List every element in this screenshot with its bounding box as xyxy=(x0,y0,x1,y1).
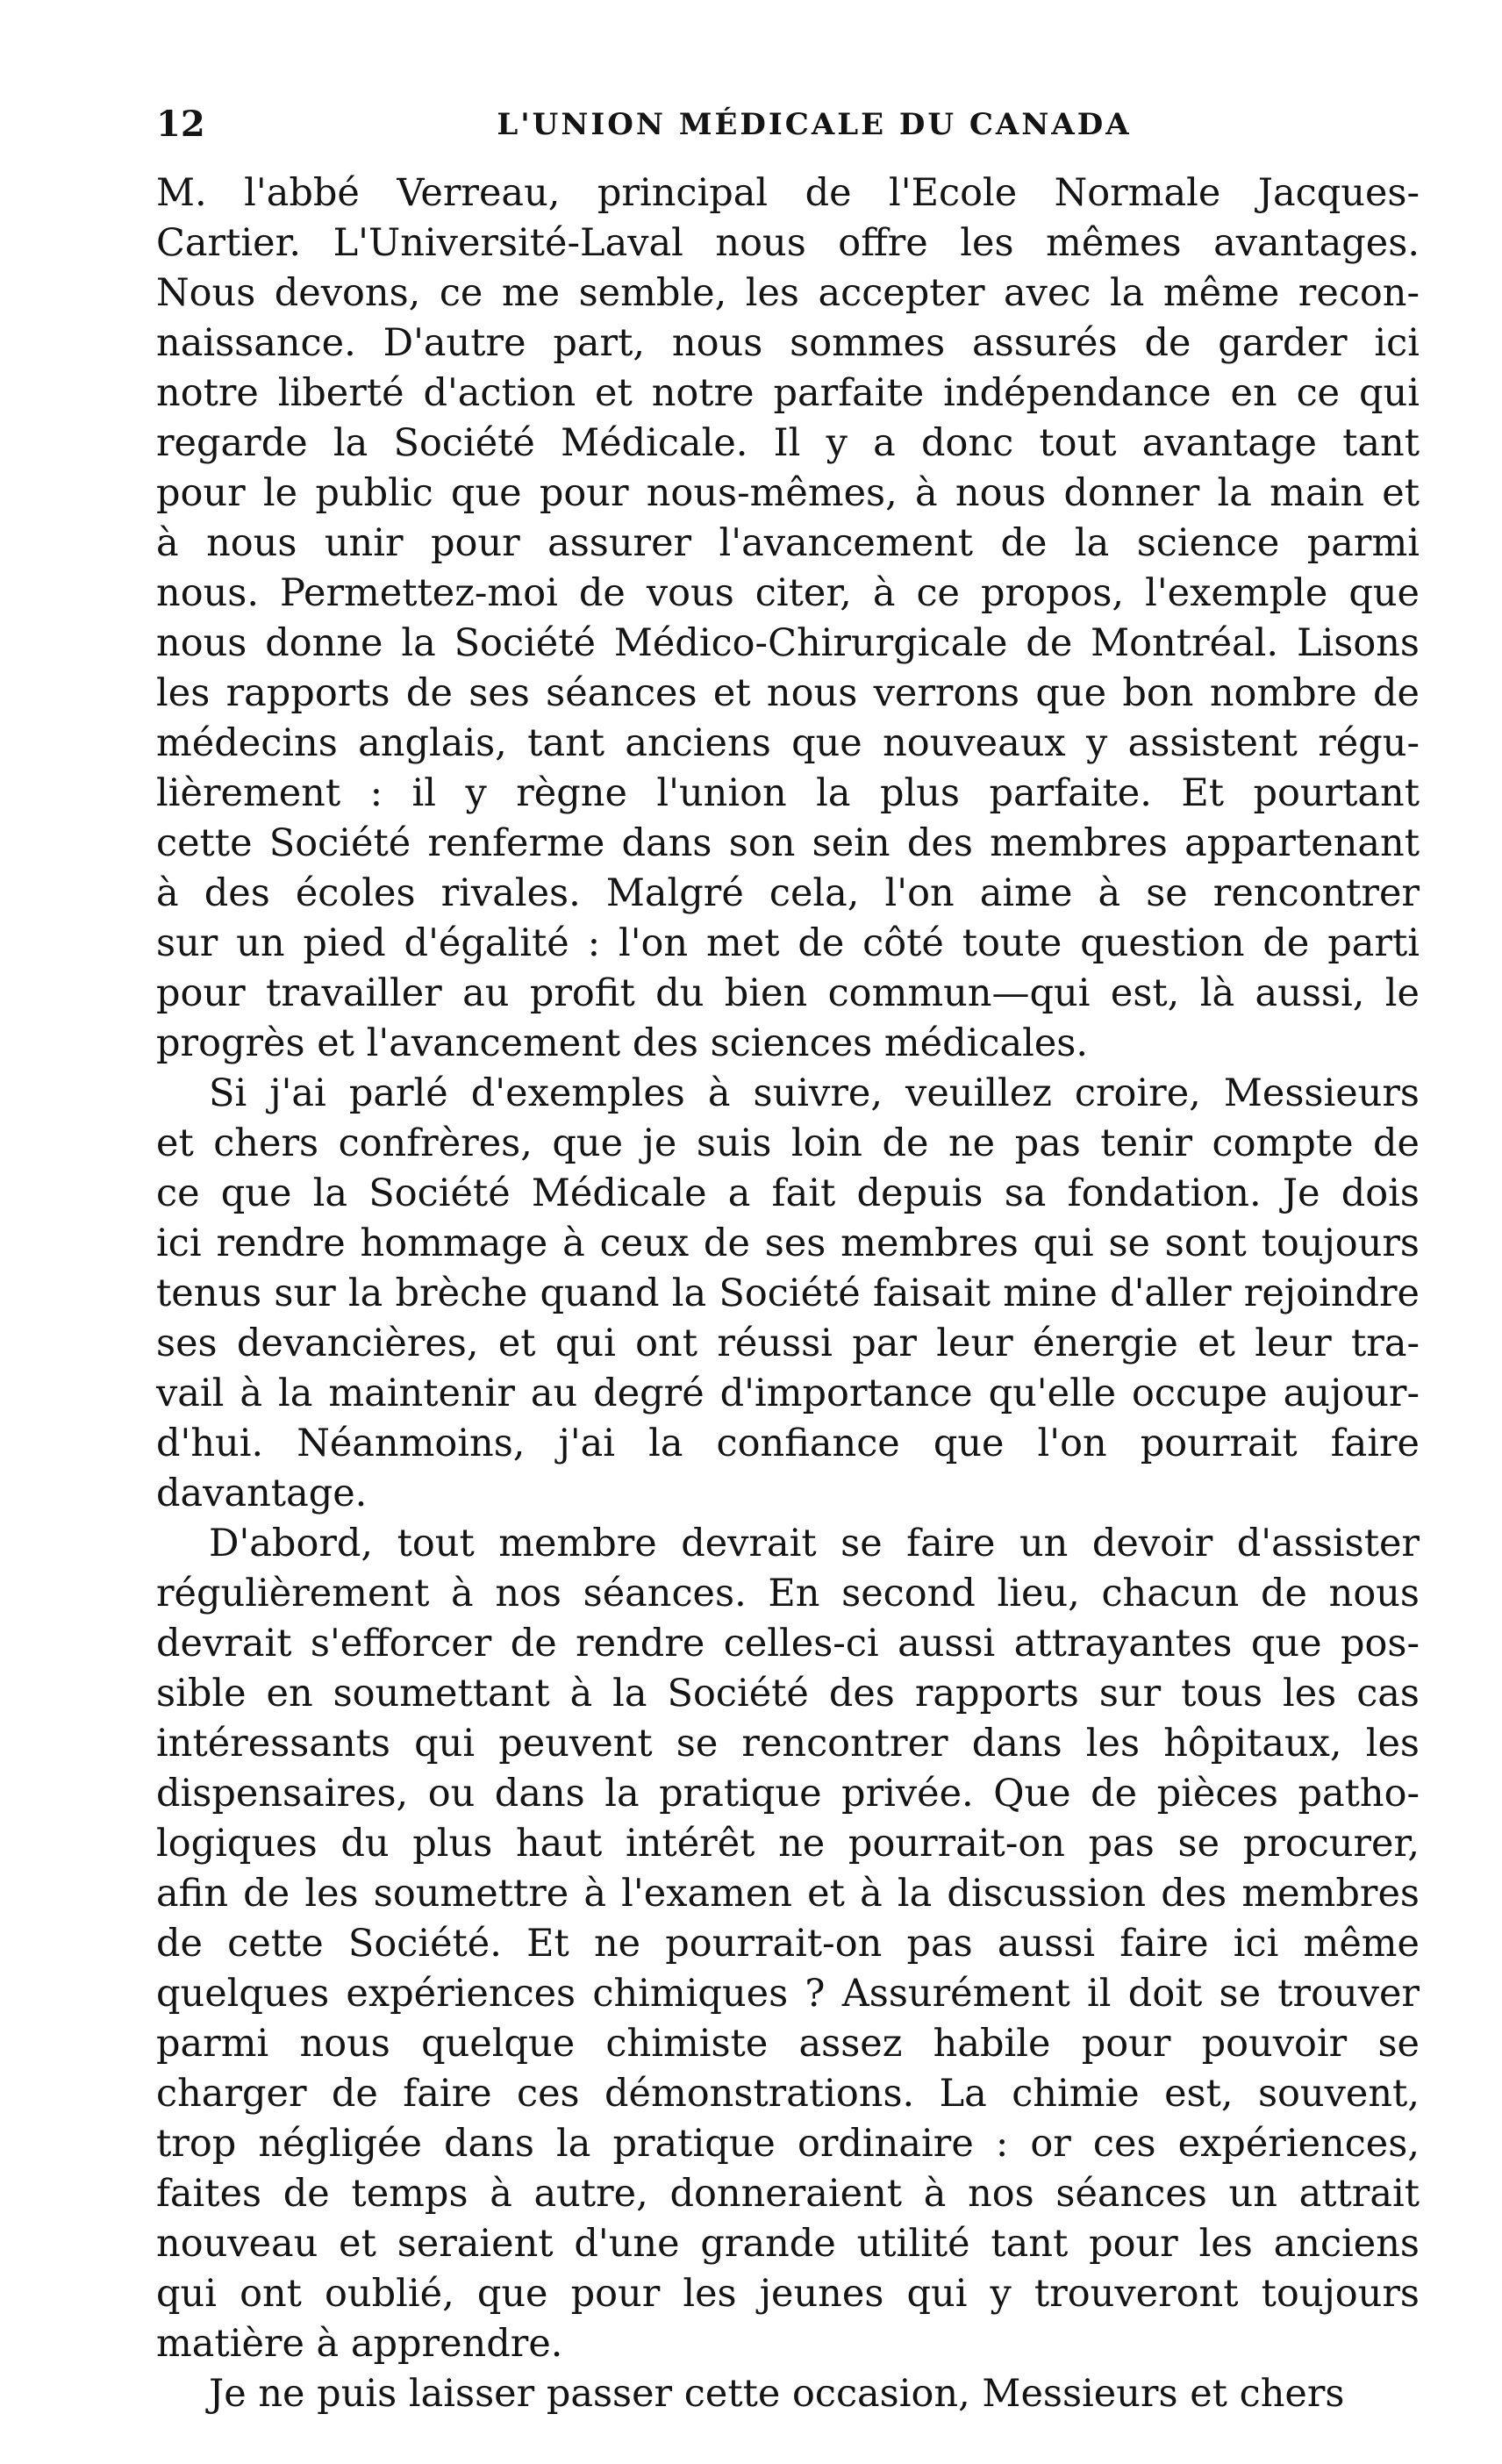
text-line: M. l'abbé Verreau, principal de l'Ecole Normale Jacques- xyxy=(156,171,1420,215)
text-line: matière à apprendre. xyxy=(156,2322,563,2366)
text-line: ce que la Société Médicale a fait depuis sa fondation. Je dois xyxy=(156,1171,1420,1215)
text-line: et chers confrères, que je suis loin de ne pas tenir compte de xyxy=(156,1121,1420,1165)
text-line: à des écoles rivales. Malgré cela, l'on aime à se rencontrer xyxy=(156,871,1420,915)
text-line: pour le public que pour nous-mêmes, à nous donner la main et xyxy=(156,471,1420,515)
text-line: les rapports de ses séances et nous verrons que bon nombre de xyxy=(156,671,1420,715)
text-line: trop négligée dans la pratique ordinaire : or ces expériences, xyxy=(156,2122,1420,2166)
text-line: D'abord, tout membre devrait se faire un devoir d'assister xyxy=(209,1522,1420,1565)
text-line: Je ne puis laisser passer cette occasion, Messieurs et chers xyxy=(209,2372,1345,2416)
text-line: quelques expériences chimiques ? Assurément il doit se trouver xyxy=(156,1972,1420,2016)
text-line: naissance. D'autre part, nous sommes assurés de garder ici xyxy=(156,321,1420,365)
text-line: notre liberté d'action et notre parfaite indépendance en ce qui xyxy=(156,371,1420,415)
paragraph xyxy=(156,2369,1420,2419)
text-line: tenus sur la brèche quand la Société faisait mine d'aller rejoindre xyxy=(156,1271,1420,1315)
text-line: dispensaires, ou dans la pratique privée. Que de pièces patho- xyxy=(156,1772,1420,1816)
text-line: nous. Permettez-moi de vous citer, à ce propos, l'exemple que xyxy=(156,571,1420,615)
text-line: faites de temps à autre, donneraient à nos séances un attrait xyxy=(156,2172,1420,2216)
paragraph xyxy=(156,1069,1420,1519)
text-line: cette Société renferme dans son sein des membres appartenant xyxy=(156,821,1420,865)
text-line: d'hui. Néanmoins, j'ai la confiance que l'on pourrait faire xyxy=(156,1422,1420,1465)
text-line: progrès et l'avancement des sciences médicales. xyxy=(156,1021,1089,1065)
running-head: L'UNION MÉDICALE DU CANADA xyxy=(497,107,1132,142)
text-line: sible en soumettant à la Société des rapports sur tous les cas xyxy=(156,1672,1420,1715)
paragraph xyxy=(156,1519,1420,2369)
text-line: regarde la Société Médicale. Il y a donc tout avantage tant xyxy=(156,421,1420,465)
text-line: Si j'ai parlé d'exemples à suivre, veuillez croire, Messieurs xyxy=(209,1071,1420,1115)
text-line: Cartier. L'Université-Laval nous offre les mêmes avantages. xyxy=(156,221,1420,265)
text-line: de cette Société. Et ne pourrait-on pas aussi faire ici même xyxy=(156,1922,1420,1966)
paragraph xyxy=(156,168,1420,1069)
text-line: Nous devons, ce me semble, les accepter avec la même recon- xyxy=(156,271,1420,315)
text-line: sur un pied d'égalité : l'on met de côté toute question de parti xyxy=(156,921,1420,965)
text-line: lièrement : il y règne l'union la plus parfaite. Et pourtant xyxy=(156,771,1420,815)
body-text xyxy=(156,168,1420,2419)
text-line: régulièrement à nos séances. En second lieu, chacun de nous xyxy=(156,1572,1420,1615)
text-line: logiques du plus haut intérêt ne pourrait-on pas se procurer, xyxy=(156,1822,1420,1866)
text-line: ici rendre hommage à ceux de ses membres qui se sont toujours xyxy=(156,1221,1420,1265)
text-line: nouveau et seraient d'une grande utilité tant pour les anciens xyxy=(156,2222,1420,2266)
text-line: afin de les soumettre à l'examen et à la discussion des membres xyxy=(156,1872,1420,1916)
text-line: qui ont oublié, que pour les jeunes qui y trouveront toujours xyxy=(156,2272,1420,2316)
text-line: à nous unir pour assurer l'avancement de la science parmi xyxy=(156,521,1420,565)
text-line: devrait s'efforcer de rendre celles-ci aussi attrayantes que pos- xyxy=(156,1622,1420,1665)
text-line: ses devancières, et qui ont réussi par leur énergie et leur tra- xyxy=(156,1322,1420,1365)
text-line: parmi nous quelque chimiste assez habile pour pouvoir se xyxy=(156,2022,1420,2066)
page-number: 12 xyxy=(156,104,205,145)
text-line: vail à la maintenir au degré d'importance qu'elle occupe aujour- xyxy=(156,1372,1420,1415)
text-line: davantage. xyxy=(156,1472,368,1515)
text-line: médecins anglais, tant anciens que nouveaux y assistent régu- xyxy=(156,721,1420,765)
text-line: charger de faire ces démonstrations. La chimie est, souvent, xyxy=(156,2072,1420,2116)
text-line: nous donne la Société Médico-Chirurgicale de Montréal. Lisons xyxy=(156,621,1420,665)
text-line: intéressants qui peuvent se rencontrer dans les hôpitaux, les xyxy=(156,1722,1420,1766)
text-line: pour travailler au profit du bien commun—qui est, là aussi, le xyxy=(156,971,1420,1015)
page-header xyxy=(156,104,1420,156)
